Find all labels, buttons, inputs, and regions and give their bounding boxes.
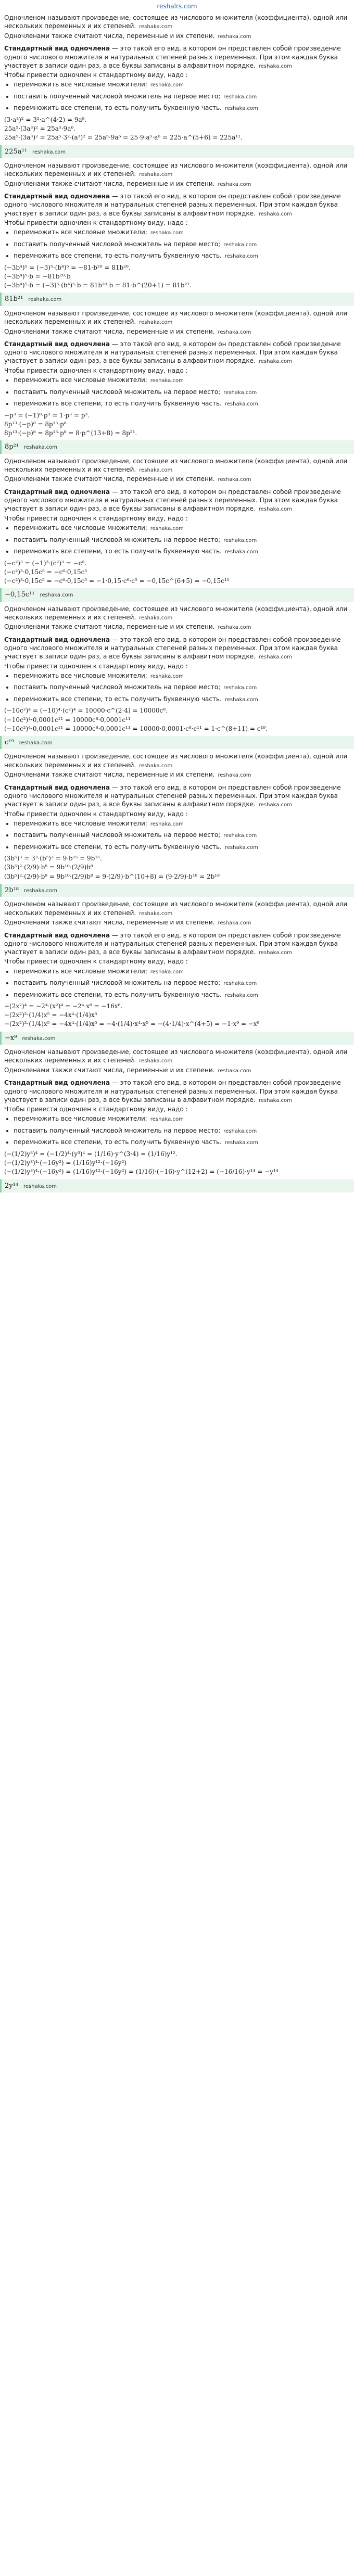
watermark: reshaka.com	[218, 772, 251, 779]
math-line: (−3b⁴)⁵·b = −81b²⁰·b	[4, 272, 71, 280]
math-line: (−10c²)⁴ = (−10)⁴·(c²)⁴ = 10000·c^(2·4) = 10000c⁸.	[4, 707, 168, 715]
watermark: reshaka.com	[223, 981, 257, 987]
step-item: • перемножить все числовые множители; reshaka.com	[14, 376, 350, 385]
solution-list	[4, 14, 350, 1192]
standard-form-definition	[4, 488, 350, 513]
watermark: reshaka.com	[22, 1035, 56, 1042]
watermark: reshaka.com	[258, 211, 292, 217]
definition-intro: Одночленом называют произведение, состоящее из числового множителя (коэффициента), одной или нескольких переменных и их степеней.	[4, 14, 348, 30]
math-line: (−c²)³·0,15c⁵ = −c⁶·0,15c⁵	[4, 568, 87, 576]
solution-section	[4, 14, 350, 158]
answer-box	[0, 145, 354, 159]
math-line: (−3b⁴)⁵·b = (−3)⁵·(b⁴)⁵·b = 81b²⁰·b = 81·b^(20+1) = 81b²¹.	[4, 282, 192, 289]
definition-intro: Одночленом называют произведение, состоящее из числового множителя (коэффициента), одной или нескольких переменных и их степеней.	[4, 753, 348, 769]
how-to-text: Чтобы привести одночлен к стандартному виду, надо :	[4, 71, 188, 79]
how-to-text: Чтобы привести одночлен к стандартному виду, надо :	[4, 1106, 188, 1113]
watermark: reshaka.com	[24, 887, 58, 894]
math-line: (−3b⁴)⁵ = (−3)⁵·(b⁴)⁵ = −81·b²⁰ = 81b²⁰.	[4, 263, 131, 271]
steps-list	[14, 376, 350, 408]
watermark: reshaka.com	[224, 696, 258, 703]
watermark: reshaka.com	[224, 106, 258, 112]
step-item: • поставить полученный числовой множитель на первое место; reshaka.com	[14, 683, 350, 692]
watermark: reshaka.com	[258, 949, 292, 956]
answer-value: −x⁹	[5, 1034, 17, 1042]
standard-form-text: — это такой его вид, в котором он представлен собой произведение одного числового множителя и натуральных степеней разных переменных. При этом каждая буква участвует в записи один раз, а все буквы записаны в алфавитном порядке.	[4, 340, 341, 365]
math-line: (3·a⁴)² = 3²·a^(4·2) = 9a⁸.	[4, 116, 87, 123]
watermark: reshaka.com	[139, 467, 173, 473]
definition-also: Одночленами также считают числа, переменные и их степени. reshaka.com	[4, 623, 251, 631]
solution-section	[4, 605, 350, 750]
watermark: reshaka.com	[224, 253, 258, 260]
how-to-text: Чтобы привести одночлен к стандартному виду, надо :	[4, 662, 188, 670]
answer-value: −0,15c¹¹	[5, 591, 35, 599]
standard-form-title: Стандартный вид одночлена	[4, 193, 110, 200]
math-line: −(2x²)²·(1/4)x⁵ = −4x⁴·(1/4)x⁵ = −4·(1/4)·x⁴·x⁵ = −(4·1/4)·x^(4+5) = −1·x⁹ = −x⁹	[4, 1020, 260, 1028]
watermark: reshaka.com	[258, 359, 292, 365]
math-line: (−10c²)⁴·0,0001c¹¹ = 10000c⁸·0,0001c¹¹	[4, 716, 131, 724]
definition-intro: Одночленом называют произведение, состоящее из числового множителя (коэффициента), одной или нескольких переменных и их степеней.	[4, 309, 348, 326]
watermark: reshaka.com	[139, 172, 173, 178]
standard-form-text: — это такой его вид, в котором он представлен собой произведение одного числового множителя и натуральных степеней разных переменных. При этом каждая буква участвует в записи один раз, а все буквы записаны в алфавитном порядке.	[4, 1079, 341, 1103]
watermark: reshaka.com	[224, 844, 258, 851]
answer-box	[0, 884, 354, 897]
step-item: • перемножить все степени, то есть получить буквенную часть. reshaka.com	[14, 104, 350, 112]
watermark: reshaka.com	[139, 320, 173, 326]
math-line: (−(1/2)y³)⁴·(−16y²) = (1/16)y¹²·(−16y²)	[4, 1159, 127, 1167]
watermark: reshaka.com	[218, 181, 251, 187]
watermark: reshaka.com	[150, 82, 184, 88]
watermark: reshaka.com	[218, 477, 251, 483]
step-item: • перемножить все степени, то есть получить буквенную часть. reshaka.com	[14, 843, 350, 852]
watermark: reshaka.com	[24, 445, 58, 451]
solution-section	[4, 752, 350, 897]
solution-section	[4, 1048, 350, 1192]
step-item: • перемножить все числовые множители; reshaka.com	[14, 228, 350, 237]
standard-form-title: Стандартный вид одночлена	[4, 931, 110, 939]
math-line: (−10c²)⁴·0,0001c¹¹ = 10000c⁸·0,0001c¹¹ = 10000·0,0001·c⁸·c¹¹ = 1·c^(8+11) = c¹⁹.	[4, 725, 268, 732]
watermark: reshaka.com	[23, 1183, 57, 1189]
watermark: reshaka.com	[139, 910, 173, 917]
standard-form-definition	[4, 931, 350, 957]
math-line: −(2x²)²·(1/4)x⁵ = −4x⁴·(1/4)x⁵	[4, 1011, 97, 1019]
math-line: 25a⁵·(3a³)² = 25a⁵·9a⁶.	[4, 125, 75, 133]
watermark: reshaka.com	[150, 1116, 184, 1123]
watermark: reshaka.com	[223, 833, 257, 839]
definition-text	[4, 309, 350, 326]
watermark: reshaka.com	[150, 673, 184, 679]
step-item: • перемножить все числовые множители; reshaka.com	[14, 671, 350, 680]
definition-intro: Одночленом называют произведение, состоящее из числового множителя (коэффициента), одной или нескольких переменных и их степеней.	[4, 605, 348, 621]
step-item: • перемножить все степени, то есть получить буквенную часть. reshaka.com	[14, 1138, 350, 1147]
math-line: 8p¹³·(−p)⁸ = 8p¹³·p⁸	[4, 420, 67, 428]
definition-text	[4, 457, 350, 474]
standard-form-definition	[4, 1078, 350, 1104]
steps-list	[14, 671, 350, 704]
step-item: • перемножить все степени, то есть получить буквенную часть. reshaka.com	[14, 251, 350, 260]
standard-form-title: Стандартный вид одночлена	[4, 488, 110, 496]
math-line: (3b⁵)²·(2/9)·b⁸ = 9b¹⁰·(2/9)b⁸	[4, 864, 93, 871]
steps-list	[14, 819, 350, 852]
definition-intro: Одночленом называют произведение, состоящее из числового множителя (коэффициента), одной или нескольких переменных и их степеней.	[4, 457, 348, 473]
watermark: reshaka.com	[224, 992, 258, 998]
steps-list	[14, 80, 350, 112]
watermark: reshaka.com	[150, 526, 184, 532]
answer-value: c¹⁹	[5, 738, 14, 746]
step-item: • перемножить все степени, то есть получить буквенную часть. reshaka.com	[14, 991, 350, 999]
definition-also: Одночленами также считают числа, переменные и их степени. reshaka.com	[4, 32, 251, 40]
watermark: reshaka.com	[150, 821, 184, 827]
how-to-text: Чтобы привести одночлен к стандартному виду, надо :	[4, 219, 188, 227]
answer-value: 2y¹⁴	[5, 1182, 19, 1190]
watermark: reshaka.com	[19, 740, 53, 746]
watermark: reshaka.com	[258, 63, 292, 69]
standard-form-definition	[4, 44, 350, 70]
watermark: reshaka.com	[40, 592, 73, 599]
definition-text	[4, 605, 350, 622]
step-item: • поставить полученный числовой множитель на первое место; reshaka.com	[14, 240, 350, 249]
watermark: reshaka.com	[223, 94, 257, 100]
step-item: • поставить полученный числовой множитель на первое место; reshaka.com	[14, 536, 350, 544]
math-line: −(2x²)⁴ = −2⁴·(x²)⁴ = −2⁴·x⁸ = −16x⁸.	[4, 1003, 123, 1010]
definition-also: Одночленами также считают числа, переменные и их степени. reshaka.com	[4, 1066, 251, 1074]
standard-form-text: — это такой его вид, в котором он представлен собой произведение одного числового множителя и натуральных степеней разных переменных. При этом каждая буква участвует в записи один раз, а все буквы записаны в алфавитном порядке.	[4, 636, 341, 661]
watermark: reshaka.com	[218, 625, 251, 631]
definition-text	[4, 1048, 350, 1065]
how-to-text: Чтобы привести одночлен к стандартному виду, надо :	[4, 810, 188, 818]
math-line: (3b⁵)²·(2/9)·b⁸ = 9b¹⁰·(2/9)b⁸ = 9·(2/9)·b^(10+8) = (9·2/9)·b¹⁸ = 2b¹⁸	[4, 872, 220, 880]
standard-form-text: — это такой его вид, в котором он представлен собой произведение одного числового множителя и натуральных степеней разных переменных. При этом каждая буква участвует в записи один раз, а все буквы записаны в алфавитном порядке.	[4, 488, 341, 513]
math-line: (−(1/2)y³)⁴·(−16y²) = (1/16)y¹²·(−16y²) = (1/16)·(−16)·y^(12+2) = (−16/16)·y¹⁴ = −y¹⁴	[4, 1168, 279, 1176]
solution-section	[4, 161, 350, 306]
watermark: reshaka.com	[258, 654, 292, 661]
standard-form-title: Стандартный вид одночлена	[4, 783, 110, 791]
definition-intro: Одночленом называют произведение, состоящее из числового множителя (коэффициента), одной или нескольких переменных и их степеней.	[4, 900, 348, 917]
definition-intro: Одночленом называют произведение, состоящее из числового множителя (коэффициента), одной или нескольких переменных и их степеней.	[4, 162, 348, 178]
watermark: reshaka.com	[223, 242, 257, 248]
watermark: reshaka.com	[223, 1128, 257, 1134]
watermark: reshaka.com	[150, 230, 184, 236]
steps-list	[14, 524, 350, 556]
step-item: • поставить полученный числовой множитель на первое место; reshaka.com	[14, 979, 350, 987]
steps-list	[14, 1114, 350, 1147]
watermark: reshaka.com	[28, 297, 62, 303]
definition-also: Одночленами также считают числа, переменные и их степени. reshaka.com	[4, 919, 251, 927]
step-item: • перемножить все степени, то есть получить буквенную часть. reshaka.com	[14, 399, 350, 408]
standard-form-text: — это такой его вид, в котором он представлен собой произведение одного числового множителя и натуральных степеней разных переменных. При этом каждая буква участвует в записи один раз, а все буквы записаны в алфавитном порядке.	[4, 931, 341, 956]
math-line: (−(1/2)y³)⁴ = (−1/2)⁴·(y³)⁴ = (1/16)·y^(3·4) = (1/16)y¹².	[4, 1150, 178, 1158]
watermark: reshaka.com	[218, 33, 251, 40]
step-item: • перемножить все числовые множители; reshaka.com	[14, 967, 350, 976]
answer-value: 81b²¹	[5, 295, 23, 303]
answer-box	[0, 1032, 354, 1045]
math-line: 25a⁵·(3a³)² = 25a⁵·3²·(a³)² = 25a⁵·9a⁶ = 25·9·a⁵·a⁶ = 225·a^(5+6) = 225a¹¹.	[4, 134, 243, 142]
steps-list	[14, 228, 350, 260]
answer-box	[0, 293, 354, 306]
watermark: reshaka.com	[218, 920, 251, 927]
definition-text	[4, 14, 350, 31]
watermark: reshaka.com	[223, 685, 257, 691]
definition-also: Одночленами также считают числа, переменные и их степени. reshaka.com	[4, 475, 251, 483]
watermark: reshaka.com	[258, 1097, 292, 1103]
watermark: reshaka.com	[139, 615, 173, 621]
definition-also: Одночленами также считают числа, переменные и их степени. reshaka.com	[4, 327, 251, 335]
watermark: reshaka.com	[139, 24, 173, 30]
answer-box	[0, 1179, 354, 1193]
answer-value: 8p²¹	[5, 443, 19, 451]
answer-box	[0, 588, 354, 602]
step-item: • перемножить все числовые множители; reshaka.com	[14, 819, 350, 828]
standard-form-title: Стандартный вид одночлена	[4, 1079, 110, 1087]
watermark: reshaka.com	[139, 1058, 173, 1064]
watermark: reshaka.com	[258, 506, 292, 513]
definition-text	[4, 161, 350, 179]
definition-intro: Одночленом называют произведение, состоящее из числового множителя (коэффициента), одной или нескольких переменных и их степеней.	[4, 1048, 348, 1064]
watermark: reshaka.com	[150, 969, 184, 975]
watermark: reshaka.com	[139, 763, 173, 769]
math-line: (3b⁵)³ = 3³·(b⁵)³ = 9·b¹⁵ = 9b¹⁵.	[4, 855, 102, 862]
standard-form-text: — это такой его вид, в котором он представлен собой произведение одного числового множителя и натуральных степеней разных переменных. При этом каждая буква участвует в записи один раз, а все буквы записаны в алфавитном порядке.	[4, 193, 341, 217]
step-item: • поставить полученный числовой множитель на первое место; reshaka.com	[14, 92, 350, 101]
step-item: • перемножить все числовые множители; reshaka.com	[14, 80, 350, 89]
answer-box	[0, 736, 354, 750]
watermark: reshaka.com	[224, 1140, 258, 1146]
math-line: (−c²)³ = (−1)³·(c²)³ = −c⁶.	[4, 559, 86, 567]
watermark: reshaka.com	[218, 1068, 251, 1074]
watermark: reshaka.com	[150, 378, 184, 384]
standard-form-text: — это такой его вид, в котором он представлен собой произведение одного числового множителя и натуральных степеней разных переменных. При этом каждая буква участвует в записи один раз, а все буквы записаны в алфавитном порядке.	[4, 783, 341, 808]
steps-list	[14, 967, 350, 999]
solution-section	[4, 900, 350, 1045]
step-item: • поставить полученный числовой множитель на первое место; reshaka.com	[14, 1126, 350, 1135]
watermark: reshaka.com	[223, 537, 257, 543]
watermark: reshaka.com	[224, 401, 258, 408]
step-item: • перемножить все числовые множители; reshaka.com	[14, 524, 350, 532]
step-item: • перемножить все степени, то есть получить буквенную часть. reshaka.com	[14, 547, 350, 556]
watermark: reshaka.com	[258, 802, 292, 808]
page-header	[4, 0, 350, 14]
answer-box	[0, 440, 354, 454]
answer-value: 225a¹¹	[5, 147, 27, 156]
standard-form-definition	[4, 340, 350, 365]
standard-form-definition	[4, 636, 350, 661]
solution-section	[4, 309, 350, 454]
math-line: −p³ = (−1)⁸·p³ = 1·p³ = p³.	[4, 411, 90, 419]
definition-also: Одночленами также считают числа, переменные и их степени. reshaka.com	[4, 771, 251, 779]
step-item: • перемножить все степени, то есть получить буквенную часть. reshaka.com	[14, 695, 350, 704]
watermark: reshaka.com	[218, 329, 251, 335]
how-to-text: Чтобы привести одночлен к стандартному виду, надо :	[4, 366, 188, 374]
standard-form-definition	[4, 783, 350, 809]
watermark: reshaka.com	[32, 149, 66, 155]
step-item: • перемножить все числовые множители; reshaka.com	[14, 1114, 350, 1123]
math-line: 8p¹³·(−p)⁸ = 8p¹³·p⁸ = 8·p^(13+8) = 8p²¹.	[4, 429, 137, 437]
watermark: reshaka.com	[223, 389, 257, 396]
step-item: • поставить полученный числовой множитель на первое место; reshaka.com	[14, 831, 350, 840]
how-to-text: Чтобы привести одночлен к стандартному виду, надо :	[4, 958, 188, 966]
site-link[interactable]: reshalrs.com	[157, 3, 197, 10]
solution-section	[4, 457, 350, 602]
definition-text	[4, 752, 350, 769]
standard-form-title: Стандартный вид одночлена	[4, 340, 110, 348]
standard-form-title: Стандартный вид одночлена	[4, 45, 110, 53]
definition-text	[4, 900, 350, 917]
step-item: • поставить полученный числовой множитель на первое место; reshaka.com	[14, 388, 350, 397]
definition-also: Одночленами также считают числа, переменные и их степени. reshaka.com	[4, 180, 251, 187]
answer-value: 2b¹⁸	[5, 886, 19, 894]
how-to-text: Чтобы привести одночлен к стандартному виду, надо :	[4, 514, 188, 522]
standard-form-text: — это такой его вид, в котором он представлен собой произведение одного числового множителя и натуральных степеней разных переменных. При этом каждая буква участвует в записи один раз, а все буквы записаны в алфавитном порядке.	[4, 45, 341, 69]
standard-form-definition	[4, 192, 350, 218]
watermark: reshaka.com	[224, 549, 258, 555]
math-line: (−c²)³·0,15c⁵ = −c⁶·0,15c⁵ = −1·0,15·c⁶·c⁵ = −0,15c^(6+5) = −0,15c¹¹	[4, 577, 230, 585]
standard-form-title: Стандартный вид одночлена	[4, 636, 110, 643]
